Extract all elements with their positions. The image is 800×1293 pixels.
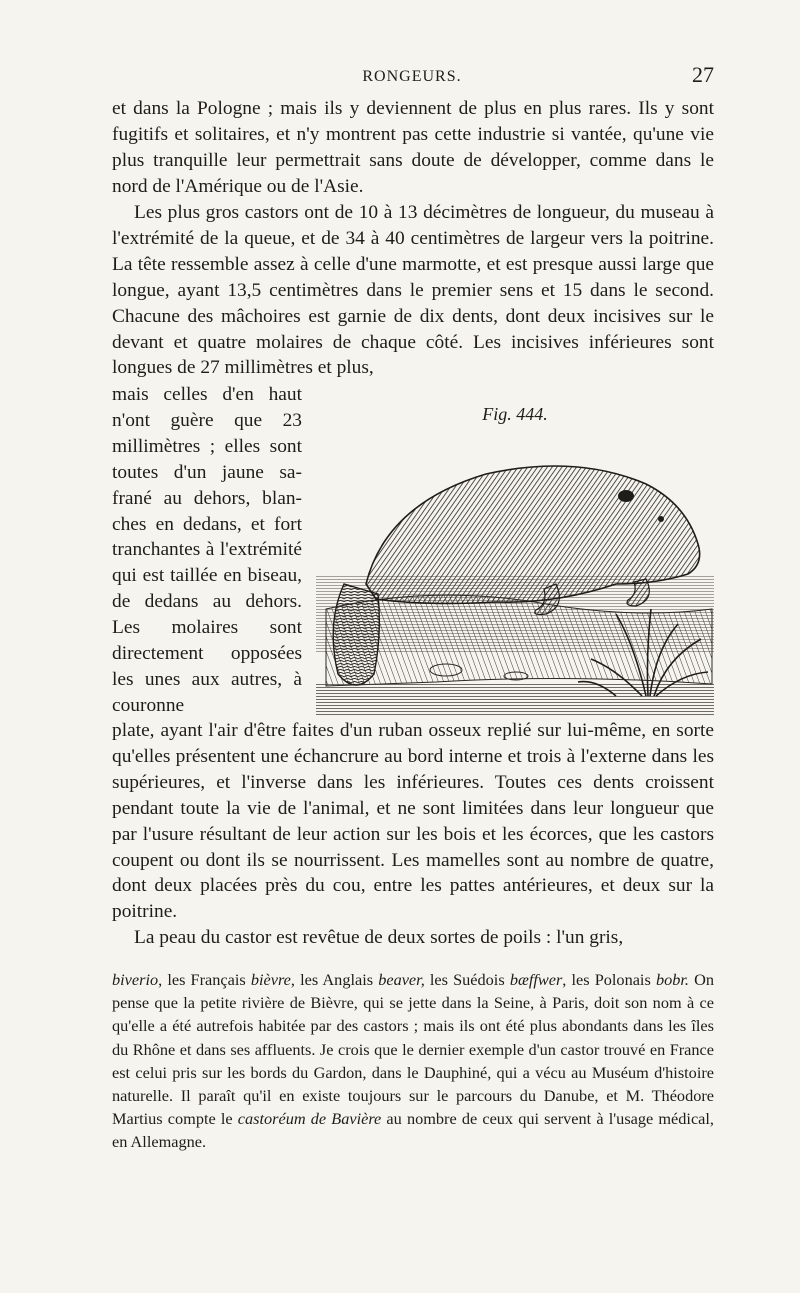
beaver-engraving: [316, 434, 714, 718]
paragraph-4: La peau du castor est revêtue de deux sortes de poils : l'un gris,: [134, 927, 624, 948]
footnote-term: bæffwer: [509, 970, 563, 989]
footnote-term: biverio: [112, 970, 159, 989]
footnote-term: bièvre: [250, 970, 291, 989]
footnote-text: On pense que la petite rivière de Bièvre, qui se jette dans la Seine, à Paris, doit son nom à ce qu'elle a été autrefois habitée par des castors ; mais ils ont été plus abondants dans les îles du Rhône et dans ses affluents. Je crois que le dernier exemple d'un castor trouvé en France est celui pris sur les bords du Gardon, dans le Dauphiné, qui a vécu au Muséum d'histoire naturelle. Il paraît qu'il en existe toujours sur le parcours du Danube, et M. Théodore Martius compte le: [112, 970, 714, 1129]
paragraph-1: et dans la Pologne ; mais ils y deviennent de plus en plus rares. Ils y sont fugitifs et solitaires, et n'y montrent pas cette industrie si vantée, qu'une vie plus tranquille leur permettrait sans doute de développer, comme dans le nord de l'Amérique ou de l'Asie.: [112, 98, 714, 197]
footnote-term: bobr.: [655, 970, 689, 989]
figure-caption: Fig. 444.: [482, 404, 548, 424]
footnote-text: au nombre de ceux qui servent à l'usage médical, en Allemagne.: [112, 1109, 714, 1152]
paragraph-2: Les plus gros castors ont de 10 à 13 décimètres de longueur, du museau à l'extrémité de la queue, et de 34 à 40 centimètres de largeur vers la poitrine. La tête ressemble assez à celle d'une marmotte, et est presque aussi large que longue, ayant 13,5 centimètres dans le premier sens et 15 dans le second. Chacune des mâchoires est garnie de dix dents, dont deux incisives sur le devant et quatre molaires de chaque côté. Les incisives inférieures sont longues de 27 millimètres et plus,: [112, 202, 714, 379]
paragraph-2-wrapped: mais celles d'en haut n'ont guère que 23 millimètres ; elles sont toutes d'un jaune safrané au dehors, blanches en dedans, et fort tranchantes à l'extrémité qui est taillée en biseau, de dedans au dehors. Les molaires sont directement opposées les unes aux autres, à couronne: [112, 384, 302, 716]
running-head: [110, 62, 714, 90]
footnote-text: , les Français: [158, 970, 251, 989]
paragraph-3: plate, ayant l'air d'être faites d'un ruban osseux replié sur lui-même, en sorte qu'elles présentent une échancrure au bord interne et trois à l'externe dans les supérieures, et l'inverse dans les inférieures. Toutes ces dents croissent pendant toute la vie de l'animal, et ne sont limitées dans leur longueur que par l'usure résultant de leur action sur les bois et les écorces, que les castors coupent ou dont ils se nourrissent. Les mamelles sont au nombre de quatre, dont deux placées près du cou, entre les pattes antérieures, et deux sur la poitrine.: [112, 720, 714, 923]
page-number: 27: [692, 62, 714, 87]
footnote-term: beaver,: [378, 970, 425, 989]
footnote-text: , les Anglais: [290, 970, 379, 989]
running-title: RONGEURS.: [362, 68, 462, 85]
footnote-text: les Suédois: [424, 970, 510, 989]
figure-444: [316, 404, 714, 720]
footnote: [112, 968, 714, 1154]
footnote-term: castoréum de Bavière: [237, 1109, 382, 1129]
footnote-text: , les Polonais: [562, 970, 656, 989]
